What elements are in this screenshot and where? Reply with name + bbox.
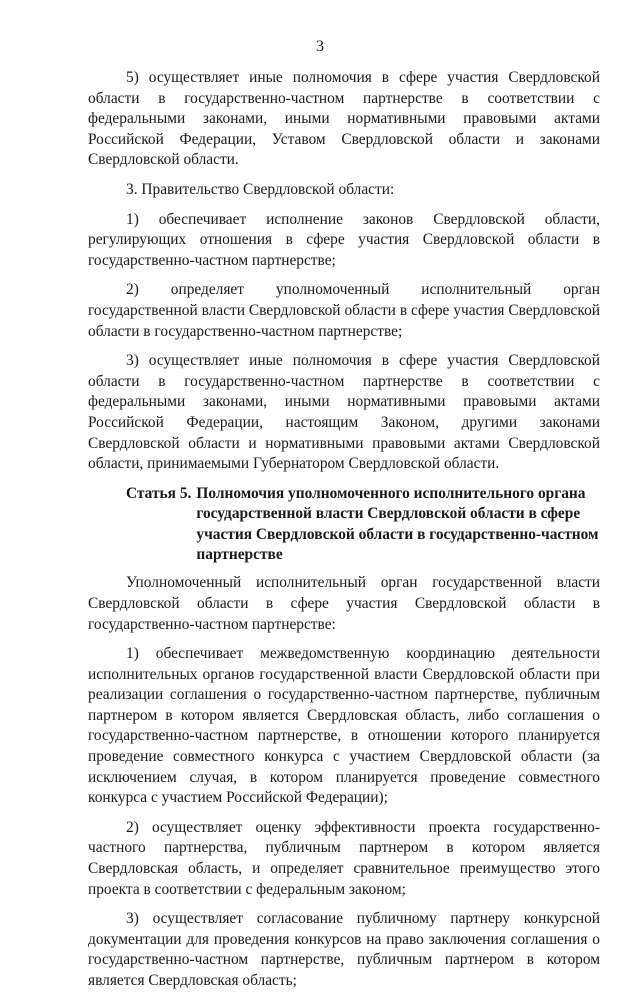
paragraph: 1) обеспечивает межведомственную координацию деятельности исполнительных органов государственной власти Свердловской области при реализации соглашения о государственно-частном партнерстве, публичным партнером в котором является Свердловская область, либо соглашения о государственно-частном партнерстве, в отношении которого планируется проведение совместного конкурса с участием Свердловской области (за исключением случая, в котором планируется проведение совместного конкурса с участием Российской Федерации); (88, 645, 600, 807)
article-title: Полномочия уполномоченного исполнительного органа государственной власти Свердловской области в сфере участия Свердловской области в государственно-частном партнерстве (196, 484, 599, 563)
paragraph: 2) осуществляет оценку эффективности проекта государственно-частного партнерства, публичным партнером в котором является Свердловская область, и определяет сравнительное преимущество этого проекта в соответствии с федеральным законом; (88, 818, 600, 898)
paragraph: 5) осуществляет иные полномочия в сфере участия Свердловской области в государственно-частном партнерстве в соответствии с федеральными законами, иными нормативными правовыми актами Российской Федерации, Уставом Свердловской области и законами Свердловской области. (88, 69, 600, 169)
page-number: 3 (316, 38, 324, 55)
paragraph: Уполномоченный исполнительный орган государственной власти Свердловской области в сфере участия Свердловской области в государственно-частном партнерстве: (88, 574, 600, 633)
article-label: Статья 5. (126, 484, 192, 502)
paragraph: 3) осуществляет иные полномочия в сфере участия Свердловской области в государственно-частном партнерстве в соответствии с федеральными законами, иными нормативными правовыми актами Российской Федерации, настоящим Законом, другими законами Свердловской области и нормативными правовыми актами Свердловской области, принимаемыми Губернатором Свердловской области. (88, 352, 600, 473)
article-heading (126, 484, 600, 566)
paragraph: 1) обеспечивает исполнение законов Свердловской области, регулирующих отношения в сфере участия Свердловской области в государственно-частном партнерстве; (88, 210, 600, 269)
paragraph: 2) определяет уполномоченный исполнительный орган государственной власти Свердловской области в сфере участия Свердловской области в государственно-частном партнерстве; (88, 281, 600, 340)
section-heading: 3. Правительство Свердловской области: (126, 180, 395, 198)
document-body (88, 68, 600, 1001)
paragraph: 3) осуществляет согласование публичному партнеру конкурсной документации для проведения конкурсов на право заключения соглашения о государственно-частном партнерстве, публичным партнером в котором является Свердловская область; (88, 910, 600, 989)
